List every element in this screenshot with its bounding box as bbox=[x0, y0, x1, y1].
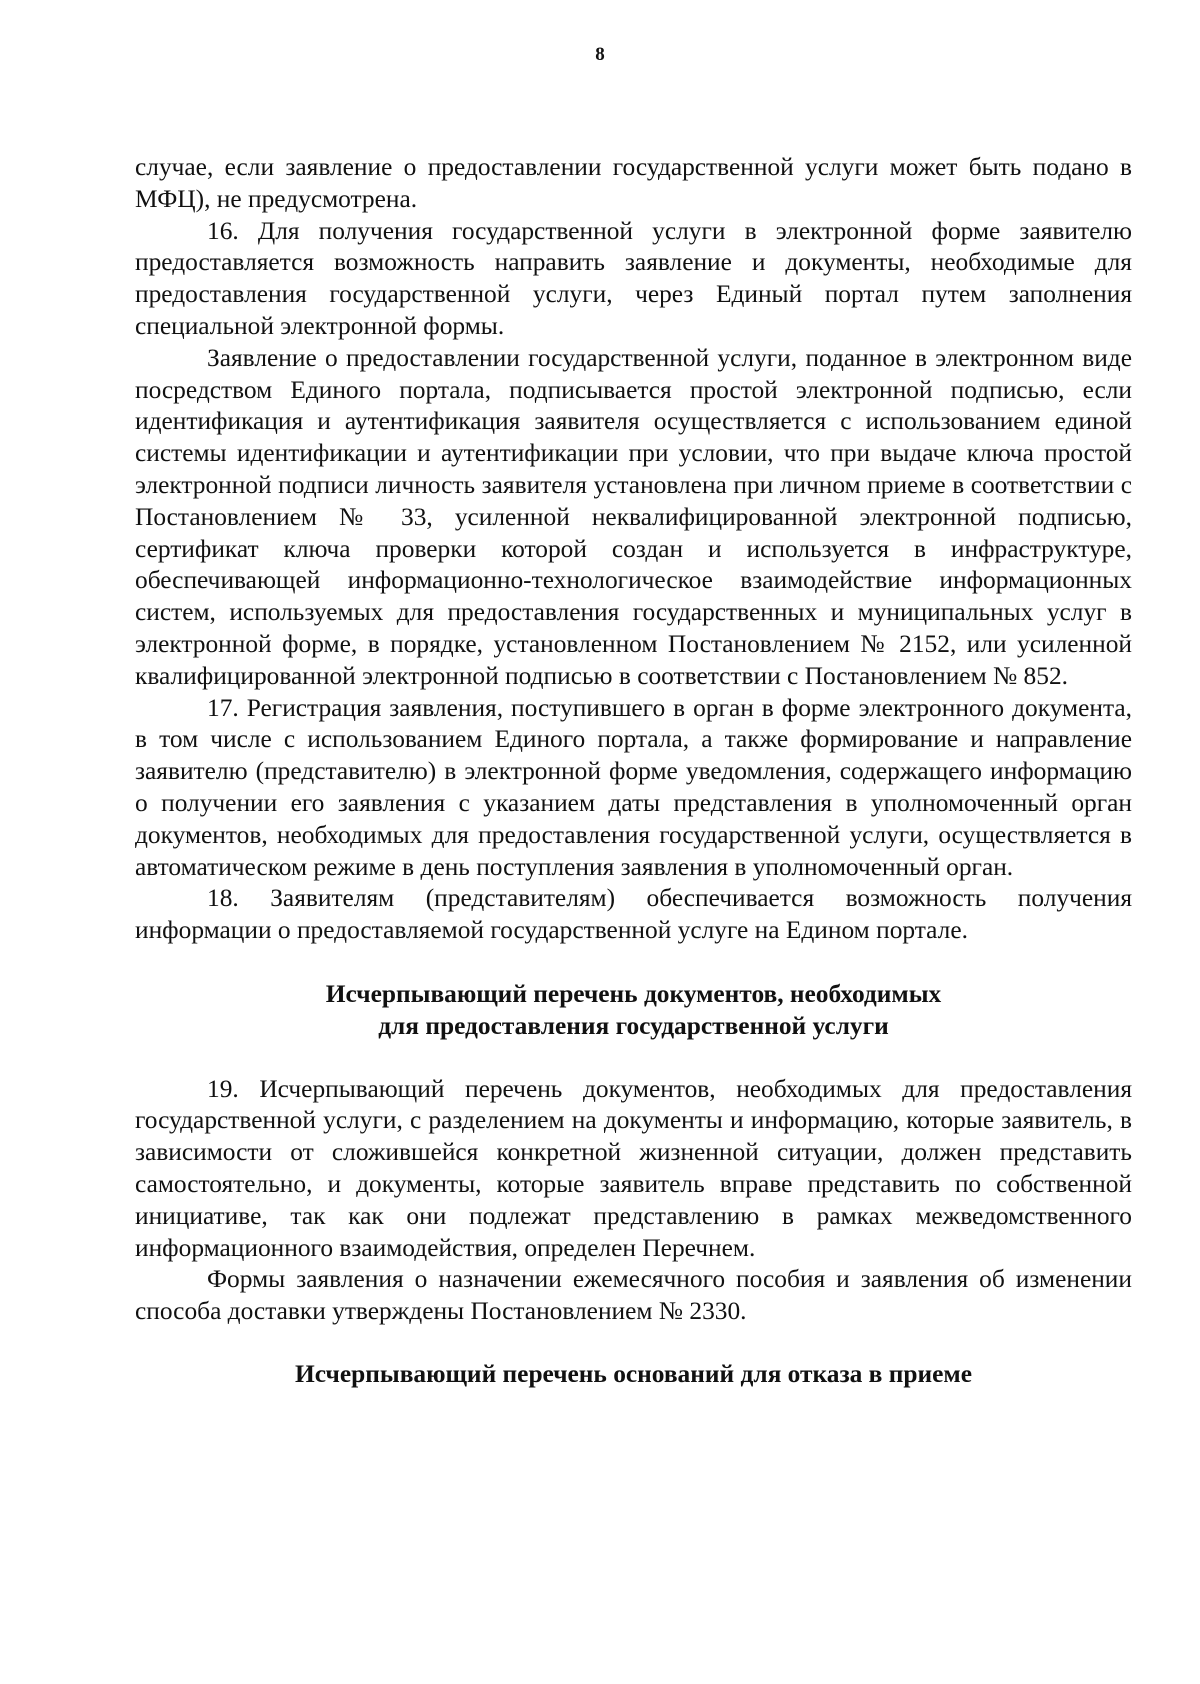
paragraph-16: 16. Для получения государственной услуги в электронной форме заявителю предоставляется возможность направить заявление и документы, необходимые для предоставления государственной услуги, через Единый портал путем заполнения специальной электронной формы. bbox=[135, 216, 1132, 340]
paragraph-continuation: случае, если заявление о предоставлении государственной услуги может быть подано в МФЦ), не предусмотрена. bbox=[135, 153, 1132, 213]
document-body bbox=[135, 152, 1132, 1391]
section-heading-line: Исчерпывающий перечень документов, необходимых bbox=[325, 979, 942, 1008]
paragraph-forms: Формы заявления о назначении ежемесячного пособия и заявления об изменении способа доставки утверждены Постановлением № 2330. bbox=[135, 1265, 1132, 1326]
page-number: 8 bbox=[595, 44, 605, 65]
paragraph-17: 17. Регистрация заявления, поступившего в орган в форме электронного документа, в том числе с использованием Единого портала, а также формирование и направление заявителю (представителю) в электронной форме уведомления, содержащего информацию о получении его заявления с указанием даты представления в уполномоченный орган документов, необходимых для предоставления государственной услуги, осуществляется в автоматическом режиме в день поступления заявления в уполномоченный орган. bbox=[135, 693, 1132, 881]
paragraph-18: 18. Заявителям (представителям) обеспечивается возможность получения информации о предоставляемой государственной услуге на Едином портале. bbox=[135, 884, 1132, 945]
paragraph-19: 19. Исчерпывающий перечень документов, необходимых для предоставления государственной услуги, с разделением на документы и информацию, которые заявитель, в зависимости от сложившейся конкретной жизненной ситуации, должен представить самостоятельно, и документы, которые заявитель вправе представить по собственной инициативе, так как они подлежат представлению в рамках межведомственного информационного взаимодействия, определен Перечнем. bbox=[135, 1074, 1132, 1262]
section-heading-line: Исчерпывающий перечень оснований для отказа в приеме bbox=[295, 1359, 972, 1388]
paragraph-signature: Заявление о предоставлении государственной услуги, поданное в электронном виде посредством Единого портала, подписывается простой электронной подписью, если идентификация и аутентификация заявителя осуществляется с использованием единой системы идентификации и аутентификации при условии, что при выдаче ключа простой электронной подписи личность заявителя установлена при личном приеме в соответствии с Постановлением № 33, усиленной неквалифицированной электронной подписью, сертификат ключа проверки которой создан и используется в инфраструктуре, обеспечивающей информационно-технологическое взаимодействие информационных систем, используемых для предоставления государственных и муниципальных услуг в электронной форме, в порядке, установленном Постановлением № 2152, или усиленной квалифицированной электронной подписью в соответствии с Постановлением № 852. bbox=[135, 343, 1132, 690]
section-heading-refusal bbox=[135, 1359, 1132, 1391]
section-heading-line: для предоставления государственной услуги bbox=[378, 1011, 889, 1040]
section-heading-documents bbox=[135, 979, 1132, 1043]
